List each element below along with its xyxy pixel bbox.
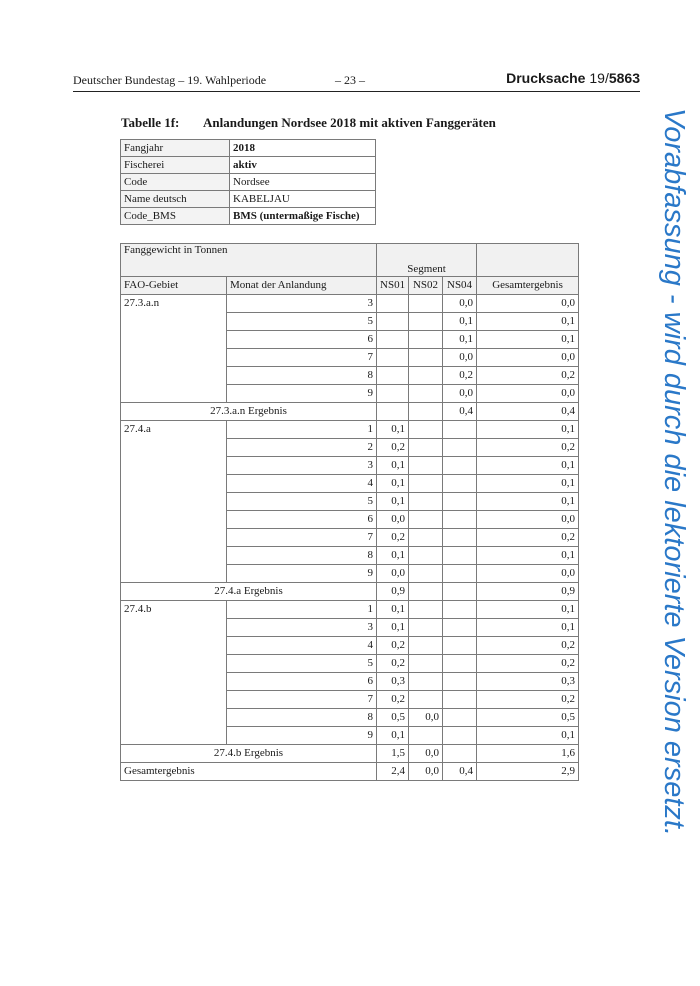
ns01-cell: 0,1 — [377, 493, 409, 511]
total-cell: 0,1 — [477, 601, 579, 619]
ns02-cell — [409, 637, 443, 655]
total-cell: 0,9 — [477, 583, 579, 601]
ns02-cell — [409, 601, 443, 619]
total-cell: 0,1 — [477, 457, 579, 475]
total-cell: 0,2 — [477, 529, 579, 547]
ns04-cell — [443, 547, 477, 565]
table-caption — [121, 115, 496, 131]
subtotal-label: 27.4.a Ergebnis — [121, 583, 377, 601]
header-drucksache-number: 5863 — [608, 70, 640, 86]
draft-watermark: Vorabfassung - wird durch die lektorierte Version ersetzt. — [658, 108, 690, 837]
ns04-cell — [443, 655, 477, 673]
meta-value: aktiv — [230, 157, 376, 174]
month-cell: 6 — [227, 673, 377, 691]
ns04-cell: 0,4 — [443, 763, 477, 781]
ns04-cell: 0,4 — [443, 403, 477, 421]
ns01-cell: 1,5 — [377, 745, 409, 763]
month-cell: 8 — [227, 367, 377, 385]
total-cell: 0,1 — [477, 313, 579, 331]
total-cell: 0,1 — [477, 493, 579, 511]
ns01-cell — [377, 403, 409, 421]
meta-row — [121, 140, 376, 157]
page-header — [73, 70, 640, 92]
ns02-cell — [409, 619, 443, 637]
ns01-cell — [377, 349, 409, 367]
meta-value: Nordsee — [230, 174, 376, 191]
month-cell: 2 — [227, 439, 377, 457]
header-segment-label: Segment — [377, 244, 477, 277]
total-cell: 0,0 — [477, 349, 579, 367]
ns04-cell — [443, 709, 477, 727]
meta-row — [121, 208, 376, 225]
ns02-cell — [409, 421, 443, 439]
month-cell: 7 — [227, 349, 377, 367]
total-cell: 0,2 — [477, 655, 579, 673]
month-cell: 9 — [227, 565, 377, 583]
table-caption-title: Anlandungen Nordsee 2018 mit aktiven Fanggeräten — [203, 115, 496, 130]
header-parliament: Deutscher Bundestag – 19. Wahlperiode — [73, 73, 267, 87]
ns04-cell — [443, 637, 477, 655]
header-drucksache — [506, 70, 640, 86]
month-cell: 9 — [227, 385, 377, 403]
meta-key: Name deutsch — [121, 191, 230, 208]
subtotal-label: 27.3.a.n Ergebnis — [121, 403, 377, 421]
month-cell: 8 — [227, 709, 377, 727]
column-header-ns01: NS01 — [377, 277, 409, 295]
ns02-cell — [409, 385, 443, 403]
meta-key: Code — [121, 174, 230, 191]
ns01-cell: 2,4 — [377, 763, 409, 781]
ns02-cell — [409, 475, 443, 493]
column-header-ns02: NS02 — [409, 277, 443, 295]
ns01-cell: 0,1 — [377, 547, 409, 565]
ns04-cell — [443, 529, 477, 547]
ns01-cell: 0,0 — [377, 565, 409, 583]
header-drucksache-prefix: Drucksache — [506, 70, 586, 86]
ns04-cell: 0,0 — [443, 295, 477, 313]
ns01-cell: 0,5 — [377, 709, 409, 727]
total-cell: 0,1 — [477, 331, 579, 349]
subtotal-row — [121, 403, 579, 421]
meta-value: 2018 — [230, 140, 376, 157]
ns01-cell: 0,2 — [377, 691, 409, 709]
total-cell: 0,1 — [477, 727, 579, 745]
total-cell: 0,4 — [477, 403, 579, 421]
header-page-number: – 23 – — [335, 73, 365, 87]
ns02-cell — [409, 583, 443, 601]
month-cell: 1 — [227, 421, 377, 439]
ns04-cell: 0,1 — [443, 331, 477, 349]
ns04-cell — [443, 691, 477, 709]
meta-table — [120, 139, 376, 225]
meta-value: BMS (untermaßige Fische) — [230, 208, 376, 225]
ns01-cell — [377, 313, 409, 331]
ns04-cell — [443, 475, 477, 493]
ns04-cell: 0,1 — [443, 313, 477, 331]
month-cell: 7 — [227, 529, 377, 547]
grand-total-row — [121, 763, 579, 781]
ns01-cell — [377, 331, 409, 349]
subtotal-label: 27.4.b Ergebnis — [121, 745, 377, 763]
ns01-cell — [377, 295, 409, 313]
meta-key: Fangjahr — [121, 140, 230, 157]
column-header-fao: FAO-Gebiet — [121, 277, 227, 295]
month-cell: 6 — [227, 511, 377, 529]
month-cell: 5 — [227, 655, 377, 673]
table-header-row — [121, 277, 579, 295]
ns01-cell: 0,2 — [377, 637, 409, 655]
ns02-cell — [409, 529, 443, 547]
fao-area-cell: 27.4.a — [121, 421, 227, 583]
ns01-cell: 0,2 — [377, 655, 409, 673]
total-cell: 0,0 — [477, 295, 579, 313]
month-cell: 3 — [227, 457, 377, 475]
meta-value: KABELJAU — [230, 191, 376, 208]
table-row — [121, 601, 579, 619]
ns02-cell: 0,0 — [409, 763, 443, 781]
ns01-cell: 0,3 — [377, 673, 409, 691]
ns04-cell: 0,0 — [443, 349, 477, 367]
meta-row — [121, 174, 376, 191]
ns02-cell — [409, 727, 443, 745]
column-header-ns04: NS04 — [443, 277, 477, 295]
ns04-cell — [443, 583, 477, 601]
month-cell: 4 — [227, 475, 377, 493]
landings-table — [120, 243, 579, 781]
fao-area-cell: 27.3.a.n — [121, 295, 227, 403]
ns01-cell: 0,1 — [377, 619, 409, 637]
meta-key: Code_BMS — [121, 208, 230, 225]
ns01-cell: 0,1 — [377, 421, 409, 439]
month-cell: 4 — [227, 637, 377, 655]
total-cell: 0,1 — [477, 619, 579, 637]
ns01-cell: 0,2 — [377, 529, 409, 547]
ns01-cell: 0,2 — [377, 439, 409, 457]
ns04-cell — [443, 511, 477, 529]
month-cell: 5 — [227, 493, 377, 511]
ns01-cell — [377, 367, 409, 385]
month-cell: 1 — [227, 601, 377, 619]
month-cell: 5 — [227, 313, 377, 331]
ns02-cell — [409, 439, 443, 457]
ns04-cell — [443, 493, 477, 511]
total-cell: 0,2 — [477, 691, 579, 709]
ns04-cell — [443, 601, 477, 619]
ns04-cell — [443, 673, 477, 691]
header-drucksache-series: 19/ — [585, 70, 609, 86]
total-cell: 0,1 — [477, 475, 579, 493]
month-cell: 7 — [227, 691, 377, 709]
ns01-cell — [377, 385, 409, 403]
ns04-cell — [443, 421, 477, 439]
ns02-cell — [409, 331, 443, 349]
column-header-total: Gesamtergebnis — [477, 277, 579, 295]
grand-total-label: Gesamtergebnis — [121, 763, 377, 781]
ns02-cell — [409, 457, 443, 475]
table-header-row-top — [121, 244, 579, 277]
ns04-cell — [443, 727, 477, 745]
ns04-cell — [443, 457, 477, 475]
total-cell: 1,6 — [477, 745, 579, 763]
fao-area-cell: 27.4.b — [121, 601, 227, 745]
ns04-cell — [443, 565, 477, 583]
ns01-cell: 0,1 — [377, 475, 409, 493]
month-cell: 8 — [227, 547, 377, 565]
header-weight-label: Fanggewicht in Tonnen — [121, 244, 377, 277]
month-cell: 3 — [227, 619, 377, 637]
ns02-cell — [409, 295, 443, 313]
ns02-cell: 0,0 — [409, 709, 443, 727]
ns02-cell — [409, 349, 443, 367]
ns01-cell: 0,1 — [377, 601, 409, 619]
ns04-cell — [443, 439, 477, 457]
ns02-cell — [409, 565, 443, 583]
ns02-cell — [409, 313, 443, 331]
month-cell: 9 — [227, 727, 377, 745]
ns02-cell — [409, 367, 443, 385]
total-cell: 0,1 — [477, 547, 579, 565]
ns04-cell: 0,0 — [443, 385, 477, 403]
ns02-cell — [409, 547, 443, 565]
subtotal-row — [121, 745, 579, 763]
ns02-cell — [409, 403, 443, 421]
ns02-cell — [409, 511, 443, 529]
total-cell: 0,3 — [477, 673, 579, 691]
total-cell: 0,5 — [477, 709, 579, 727]
ns01-cell: 0,9 — [377, 583, 409, 601]
subtotal-row — [121, 583, 579, 601]
ns04-cell — [443, 745, 477, 763]
ns02-cell — [409, 493, 443, 511]
total-cell: 0,2 — [477, 439, 579, 457]
total-cell: 0,2 — [477, 637, 579, 655]
total-cell: 0,0 — [477, 565, 579, 583]
table-row — [121, 295, 579, 313]
meta-row — [121, 191, 376, 208]
table-row — [121, 421, 579, 439]
ns01-cell: 0,0 — [377, 511, 409, 529]
total-cell: 0,0 — [477, 511, 579, 529]
ns02-cell — [409, 691, 443, 709]
ns02-cell — [409, 673, 443, 691]
total-cell: 0,2 — [477, 367, 579, 385]
month-cell: 3 — [227, 295, 377, 313]
meta-key: Fischerei — [121, 157, 230, 174]
column-header-month: Monat der Anlandung — [227, 277, 377, 295]
table-caption-label: Tabelle 1f: — [121, 115, 180, 130]
header-empty — [477, 244, 579, 277]
ns02-cell — [409, 655, 443, 673]
ns01-cell: 0,1 — [377, 727, 409, 745]
total-cell: 0,0 — [477, 385, 579, 403]
ns02-cell: 0,0 — [409, 745, 443, 763]
total-cell: 0,1 — [477, 421, 579, 439]
meta-row — [121, 157, 376, 174]
ns04-cell: 0,2 — [443, 367, 477, 385]
ns01-cell: 0,1 — [377, 457, 409, 475]
month-cell: 6 — [227, 331, 377, 349]
ns04-cell — [443, 619, 477, 637]
total-cell: 2,9 — [477, 763, 579, 781]
